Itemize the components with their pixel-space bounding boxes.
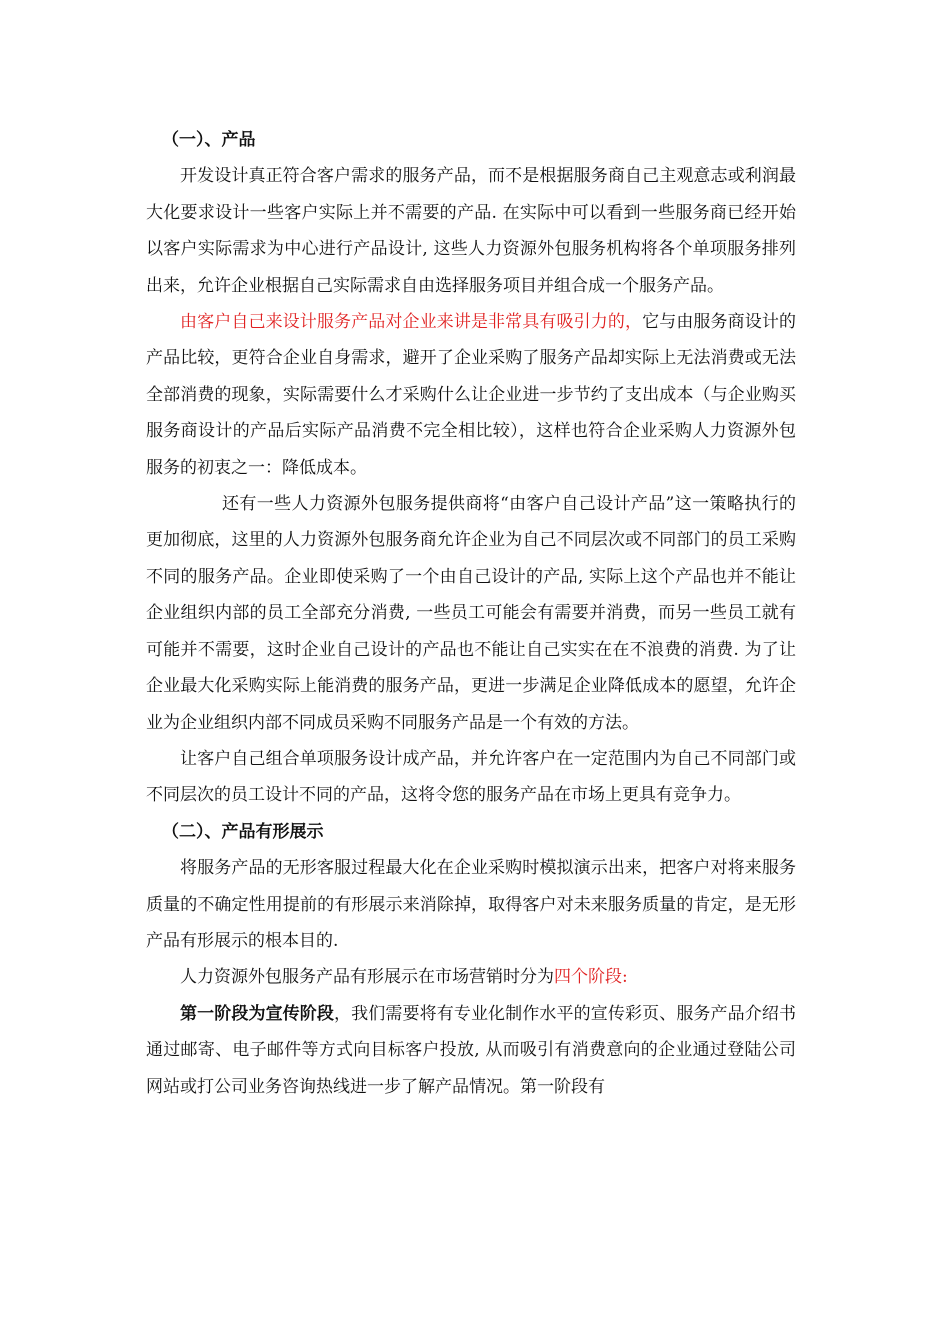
four-stages-highlight: 四个阶段: <box>554 967 628 988</box>
paragraph-2 <box>146 304 796 486</box>
section-heading-tangible-display: （二）、产品有形展示 <box>162 821 324 842</box>
paragraph-6 <box>146 959 796 995</box>
paragraph-6-text: 人力资源外包服务产品有形展示在市场营销时分为 <box>180 967 554 988</box>
paragraph-5: 将服务产品的无形客服过程最大化在企业采购时模拟演示出来，把客户对将来服务质量的不确定性用提前的有形展示来消除掉，取得客户对未来服务质量的肯定，是无形产品有形展示的根本目的. <box>146 858 796 951</box>
paragraph-7 <box>146 996 796 1105</box>
highlighted-sentence: 由客户自己来设计服务产品对企业来讲是非常具有吸引力的， <box>180 312 643 333</box>
paragraph-4: 让客户自己组合单项服务设计成产品，并允许客户在一定范围内为自己不同部门或不同层次的员工设计不同的产品，这将令您的服务产品在市场上更具有竞争力。 <box>146 748 796 806</box>
paragraph-3: 还有一些人力资源外包服务提供商将“由客户自己设计产品”这一策略执行的更加彻底，这里的人力资源外包服务商允许企业为自己不同层次或不同部门的员工采购不同的服务产品。企业即使采购了一个由自己设计的产品, 实际上这个产品也并不能让企业组织内部的员工全部充分消费, 一些员工可能会有需要并消费，而另一些员工就有可能并不需要，这时企业自己设计的产品也不能让自己实实在在不浪费的消费. 为了让企业最大化采购实际上能消费的服务产品，更进一步满足企业降低成本的愿望，允许企业为企业组织内部不同成员采购不同服务产品是一个有效的方法。 <box>146 494 796 733</box>
paragraph-7-rest: ，我们需要将有专业化制作水平的宣传彩页、服务产品介绍书通过邮寄、电子邮件等方式向目标客户投放, 从而吸引有消费意向的企业通过登陆公司网站或打公司业务咨询热线进一步了解产品情况。第一阶段有 <box>146 1003 797 1097</box>
paragraph-1: 开发设计真正符合客户需求的服务产品，而不是根据服务商自己主观意志或利润最大化要求设计一些客户实际上并不需要的产品. 在实际中可以看到一些服务商已经开始以客户实际需求为中心进行产品设计, 这些人力资源外包服务机构将各个单项服务排列出来，允许企业根据自己实际需求自由选择服务项目并组合成一个服务产品。 <box>146 166 796 296</box>
stage-one-title: 第一阶段为宣传阶段 <box>180 1003 335 1024</box>
paragraph-2-rest: 它与由服务商设计的产品比较，更符合企业自身需求，避开了企业采购了服务产品却实际上无法消费或无法全部消费的现象，实际需要什么才采购什么让企业进一步节约了支出成本（与企业购买服务商设计的产品后实际产品消费不完全相比较），这样也符合企业采购人力资源外包服务的初衷之一：降低成本。 <box>146 312 797 478</box>
section-heading-product: （一）、产品 <box>162 130 256 150</box>
document-body <box>146 122 796 1105</box>
